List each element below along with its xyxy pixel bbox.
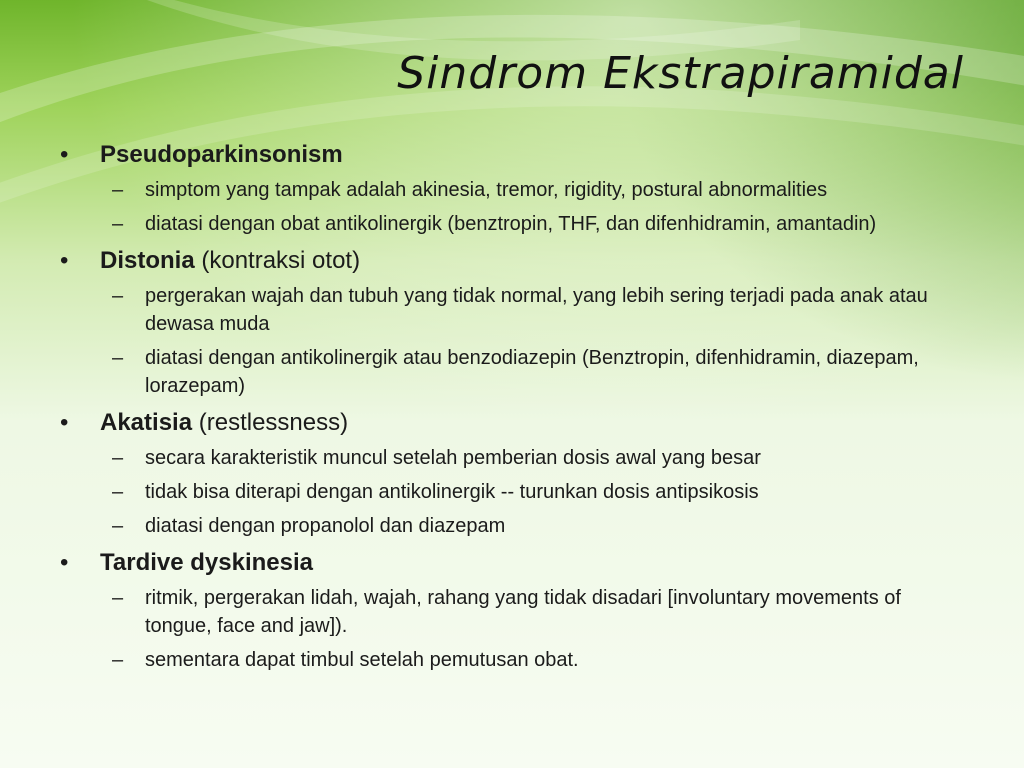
- sub-item: [60, 176, 960, 204]
- sub-marker: –: [112, 179, 124, 201]
- sub-marker: –: [112, 649, 124, 671]
- bullet-note: (restlessness): [198, 409, 349, 436]
- sub-marker: –: [112, 213, 124, 235]
- bullet-marker: •: [60, 549, 69, 576]
- bullet-marker: •: [60, 247, 69, 274]
- slide-title: Sindrom Ekstrapiramidal: [397, 48, 964, 99]
- sub-item-text: diatasi dengan obat antikolinergik (benztropin, THF, dan difenhidramin, amantadin): [145, 213, 877, 235]
- sub-item-text: diatasi dengan propanolol dan diazepam: [145, 515, 506, 537]
- sub-list: [60, 584, 960, 674]
- bullet-item: [60, 140, 960, 170]
- sub-item: [60, 512, 960, 540]
- sub-marker: –: [112, 347, 124, 369]
- bullet-marker: •: [60, 409, 69, 436]
- sub-marker: –: [112, 587, 124, 609]
- bullet-item: [60, 246, 960, 276]
- sub-item-text: secara karakteristik muncul setelah pemberian dosis awal yang besar: [145, 447, 761, 469]
- sub-list: [60, 282, 960, 400]
- sub-marker: –: [112, 447, 124, 469]
- sub-list: [60, 176, 960, 238]
- bullet-heading: Pseudoparkinsonism: [100, 141, 343, 168]
- bullet-heading: Distonia: [100, 247, 195, 274]
- sub-item: [60, 584, 960, 640]
- bullet-heading: Akatisia: [100, 409, 193, 436]
- sub-item: [60, 646, 960, 674]
- sub-item-text: pergerakan wajah dan tubuh yang tidak normal, yang lebih sering terjadi pada anak atau dewasa muda: [145, 285, 928, 335]
- sub-item: [60, 210, 960, 238]
- sub-item-text: tidak bisa diterapi dengan antikolinergik -- turunkan dosis antipsikosis: [145, 481, 759, 503]
- sub-marker: –: [112, 481, 124, 503]
- bullet-item: [60, 548, 960, 578]
- bullet-marker: •: [60, 141, 69, 168]
- sub-marker: –: [112, 285, 124, 307]
- bullet-heading: Tardive dyskinesia: [100, 549, 313, 576]
- sub-list: [60, 444, 960, 540]
- sub-item-text: ritmik, pergerakan lidah, wajah, rahang yang tidak disadari [involuntary movements of tongue, face and jaw]).: [145, 587, 901, 637]
- sub-item: [60, 344, 960, 400]
- sub-item-text: simptom yang tampak adalah akinesia, tremor, rigidity, postural abnormalities: [145, 179, 828, 201]
- sub-item: [60, 444, 960, 472]
- sub-marker: –: [112, 515, 124, 537]
- bullet-item: [60, 408, 960, 438]
- sub-item-text: sementara dapat timbul setelah pemutusan obat.: [145, 649, 579, 671]
- sub-item: [60, 478, 960, 506]
- slide-content: [60, 140, 960, 682]
- sub-item: [60, 282, 960, 338]
- bullet-note: (kontraksi otot): [201, 247, 361, 274]
- sub-item-text: diatasi dengan antikolinergik atau benzodiazepin (Benztropin, difenhidramin, diazepam, lorazepam): [145, 347, 919, 397]
